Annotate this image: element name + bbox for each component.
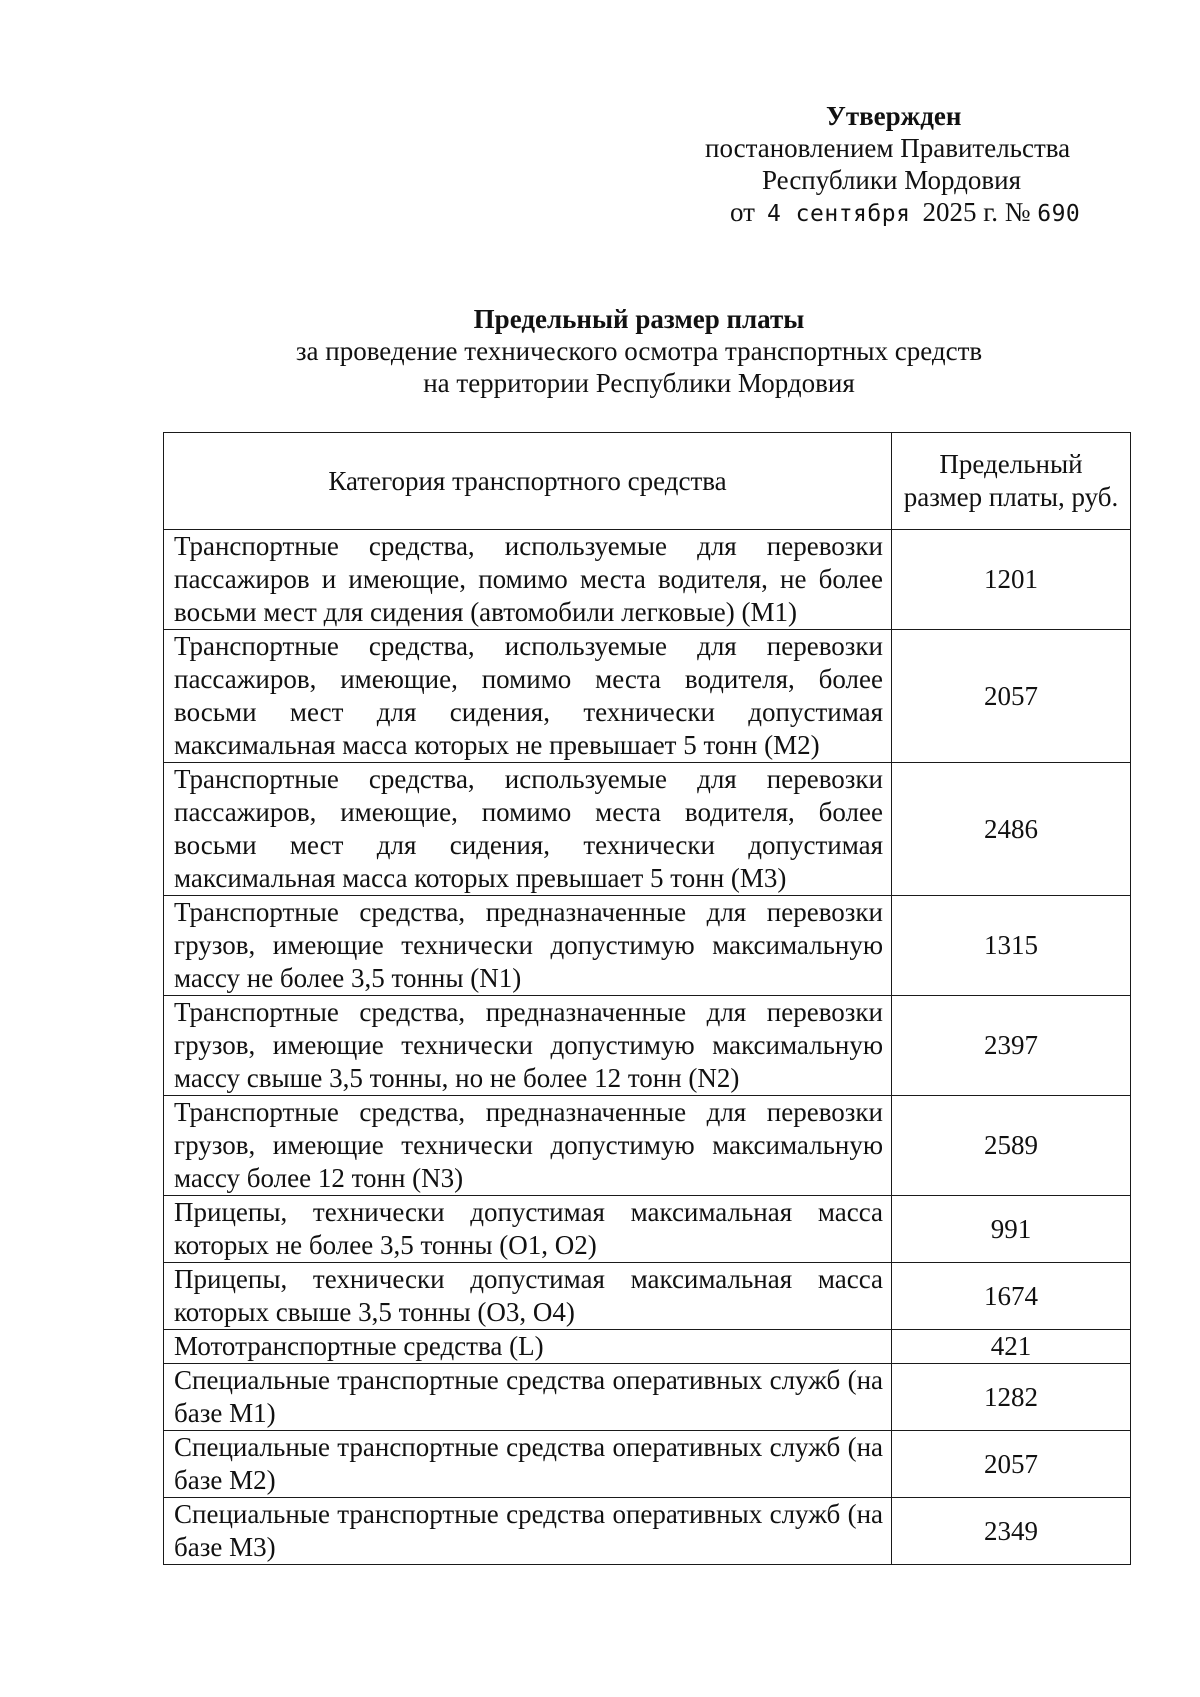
category-cell: Транспортные средства, используемые для перевозки пассажиров, имеющие, помимо места водителя, более восьми мест для сидения, технически допустимая максимальная масса которых не превышает 5 тонн (M2) [164, 630, 892, 763]
category-cell: Специальные транспортные средства оперативных служб (на базе M2) [164, 1431, 892, 1498]
column-header-price: Предельный размер платы, руб. [892, 433, 1131, 530]
category-cell: Транспортные средства, предназначенные для перевозки грузов, имеющие технически допустимую максимальную массу не более 3,5 тонны (N1) [164, 896, 892, 996]
price-cell: 1201 [892, 530, 1131, 630]
column-header-category: Категория транспортного средства [164, 433, 892, 530]
approval-date-year: 2025 г. № [922, 197, 1031, 227]
table-row [164, 1096, 1131, 1196]
approval-date-day-month: 4 сентября [766, 201, 911, 227]
table-row [164, 996, 1131, 1096]
price-cell: 421 [892, 1330, 1131, 1364]
approval-by-line: постановлением Правительства [705, 133, 1071, 163]
price-cell: 2057 [892, 630, 1131, 763]
table-row [164, 1196, 1131, 1263]
price-cell: 2589 [892, 1096, 1131, 1196]
category-cell: Транспортные средства, используемые для перевозки пассажиров, имеющие, помимо места водителя, более восьми мест для сидения, технически допустимая максимальная масса которых превышает 5 тонн (M3) [164, 763, 892, 896]
fee-table [163, 432, 1131, 1565]
document-subtitle-line1: за проведение технического осмотра транспортных средств [295, 336, 983, 366]
price-cell: 2397 [892, 996, 1131, 1096]
table-row [164, 896, 1131, 996]
approval-date-prefix: от [730, 197, 755, 227]
price-cell: 1282 [892, 1364, 1131, 1431]
price-cell: 1674 [892, 1263, 1131, 1330]
approval-title: Утвержден [826, 101, 962, 131]
table-row [164, 1431, 1131, 1498]
table-row [164, 530, 1131, 630]
document-heading [0, 303, 1200, 399]
category-cell: Прицепы, технически допустимая максимальная масса которых не более 3,5 тонны (O1, O2) [164, 1196, 892, 1263]
approval-republic: Республики Мордовия [762, 165, 1022, 195]
price-cell: 991 [892, 1196, 1131, 1263]
table-header-row [164, 433, 1131, 530]
table-row [164, 1330, 1131, 1364]
category-cell: Специальные транспортные средства оперативных служб (на базе M1) [164, 1364, 892, 1431]
approval-block [690, 100, 1130, 230]
table-row [164, 763, 1131, 896]
table-row [164, 1498, 1131, 1565]
document-subtitle-line2: на территории Республики Мордовия [423, 368, 855, 398]
table-row [164, 1364, 1131, 1431]
category-cell: Транспортные средства, используемые для перевозки пассажиров и имеющие, помимо места водителя, не более восьми мест для сидения (автомобили легковые) (M1) [164, 530, 892, 630]
table-body [164, 530, 1131, 1565]
price-cell: 2057 [892, 1431, 1131, 1498]
price-cell: 2486 [892, 763, 1131, 896]
document-title: Предельный размер платы [473, 304, 805, 334]
category-cell: Мототранспортные средства (L) [164, 1330, 892, 1364]
table-row [164, 1263, 1131, 1330]
price-cell: 1315 [892, 896, 1131, 996]
price-cell: 2349 [892, 1498, 1131, 1565]
table-row [164, 630, 1131, 763]
category-cell: Транспортные средства, предназначенные для перевозки грузов, имеющие технически допустимую максимальную массу свыше 3,5 тонны, но не более 12 тонн (N2) [164, 996, 892, 1096]
approval-number: 690 [1037, 201, 1081, 227]
category-cell: Транспортные средства, предназначенные для перевозки грузов, имеющие технически допустимую максимальную массу более 12 тонн (N3) [164, 1096, 892, 1196]
category-cell: Прицепы, технически допустимая максимальная масса которых свыше 3,5 тонны (O3, O4) [164, 1263, 892, 1330]
category-cell: Специальные транспортные средства оперативных служб (на базе M3) [164, 1498, 892, 1565]
approval-date-line [690, 196, 1130, 230]
